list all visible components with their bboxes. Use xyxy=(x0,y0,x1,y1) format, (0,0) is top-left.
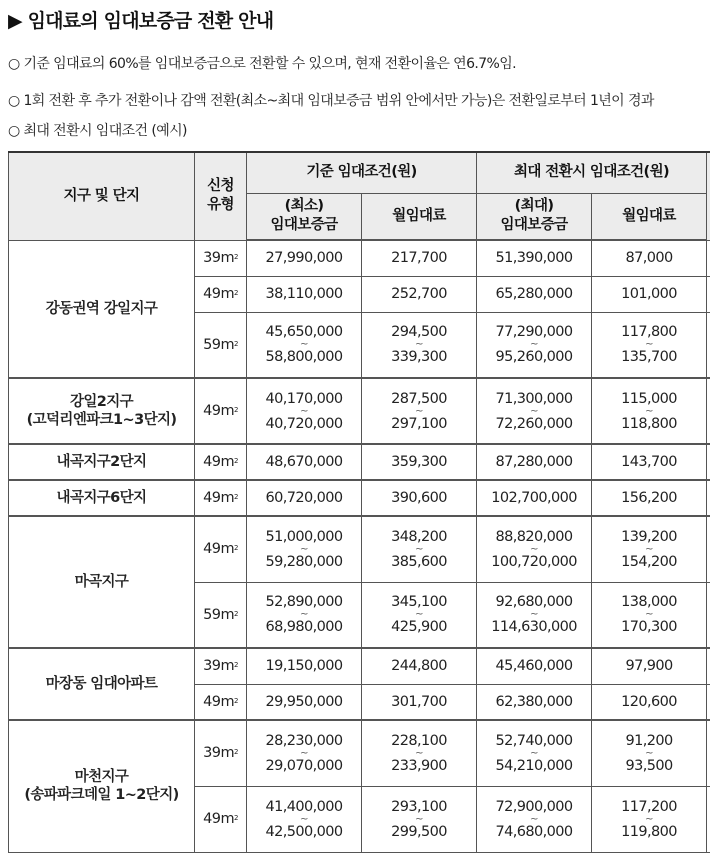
base-rent-cell xyxy=(362,582,477,648)
value-min: 138,000 xyxy=(621,594,677,611)
section-title: ▶ 임대료의 임대보증금 전환 안내 xyxy=(8,10,274,32)
range-tilde: ~ xyxy=(300,609,308,621)
value-min: 244,800 xyxy=(391,658,447,675)
area-value: 49 xyxy=(203,693,221,710)
range-tilde: ~ xyxy=(530,339,538,351)
area-value: 59 xyxy=(203,606,221,623)
area-value: 59 xyxy=(203,336,221,353)
district-subname: (고덕리엔파크1~3단지) xyxy=(26,412,177,428)
value-min: 19,150,000 xyxy=(265,658,343,675)
area-value: 49 xyxy=(203,811,221,827)
value-min: 156,200 xyxy=(621,490,677,506)
value-min: 117,800 xyxy=(621,324,677,341)
max-rent-cell xyxy=(592,516,707,582)
area-value: 49 xyxy=(203,490,221,506)
district-name: 내곡지구6단지 xyxy=(56,490,147,506)
base-rent-cell xyxy=(362,720,477,786)
extra-cell xyxy=(707,516,710,582)
area-value: 39 xyxy=(203,658,221,675)
value-max: 135,700 xyxy=(621,349,677,366)
value-max: 119,800 xyxy=(621,823,677,840)
area-unit: m xyxy=(220,811,234,827)
value-min: 97,900 xyxy=(625,658,673,675)
square-superscript: 2 xyxy=(233,339,238,348)
value-min: 348,200 xyxy=(391,528,447,545)
district-cell xyxy=(9,720,195,852)
value-max: 339,300 xyxy=(391,349,447,366)
extra-cell xyxy=(707,312,710,378)
note-example-heading: ○ 최대 전환시 임대조건 (예시) xyxy=(8,123,187,139)
square-superscript: 2 xyxy=(233,406,238,414)
value-max: 29,070,000 xyxy=(265,757,343,774)
value-max: 385,600 xyxy=(391,553,447,570)
area-cell xyxy=(195,786,247,852)
base-deposit-cell xyxy=(247,444,362,480)
square-superscript: 2 xyxy=(233,253,238,261)
value-min: 45,650,000 xyxy=(265,324,343,341)
base-deposit-cell xyxy=(247,582,362,648)
area-cell xyxy=(195,648,247,684)
value-max: 233,900 xyxy=(391,757,447,774)
table-row xyxy=(9,480,710,516)
table-row xyxy=(9,444,710,480)
value-max: 297,100 xyxy=(391,415,447,432)
header-base-deposit-l2: 임대보증금 xyxy=(270,217,338,234)
square-superscript: 2 xyxy=(233,609,238,618)
value-min: 48,670,000 xyxy=(265,454,343,470)
area-cell xyxy=(195,378,247,444)
value-min: 252,700 xyxy=(391,286,447,302)
district-name: 마장동 임대아파트 xyxy=(45,676,158,692)
max-deposit-cell xyxy=(477,582,592,648)
extra-cell xyxy=(707,444,710,480)
value-min: 40,170,000 xyxy=(265,390,343,407)
district-name: 강동권역 강일지구 xyxy=(45,300,158,317)
max-deposit-cell xyxy=(477,516,592,582)
value-min: 390,600 xyxy=(391,490,447,506)
max-rent-cell xyxy=(592,720,707,786)
value-max: 74,680,000 xyxy=(495,823,573,840)
base-deposit-cell xyxy=(247,720,362,786)
square-superscript: 2 xyxy=(233,289,238,297)
square-superscript: 2 xyxy=(233,493,238,501)
max-rent-cell xyxy=(592,276,707,312)
value-max: 72,260,000 xyxy=(495,415,573,432)
value-min: 101,000 xyxy=(621,286,677,302)
district-name: 강일2지구 xyxy=(69,394,134,410)
max-deposit-cell xyxy=(477,378,592,444)
base-rent-cell xyxy=(362,312,477,378)
value-max: 95,260,000 xyxy=(495,349,573,366)
district-name: 내곡지구2단지 xyxy=(56,454,147,470)
base-rent-cell xyxy=(362,240,477,276)
value-min: 41,400,000 xyxy=(265,798,343,815)
value-min: 228,100 xyxy=(391,732,447,749)
area-unit: m xyxy=(220,693,234,710)
range-tilde: ~ xyxy=(645,405,653,417)
header-max-deposit xyxy=(477,193,592,240)
extra-cell xyxy=(707,276,710,312)
base-rent-cell xyxy=(362,444,477,480)
value-max: 114,630,000 xyxy=(491,619,577,636)
value-min: 65,280,000 xyxy=(495,286,573,302)
base-rent-cell xyxy=(362,648,477,684)
header-max-deposit-l1: (최대) xyxy=(514,198,554,215)
value-min: 51,000,000 xyxy=(265,528,343,545)
value-min: 217,700 xyxy=(391,250,447,267)
value-min: 87,280,000 xyxy=(495,454,573,470)
base-deposit-cell xyxy=(247,480,362,516)
value-max: 58,800,000 xyxy=(265,349,343,366)
range-tilde: ~ xyxy=(530,405,538,417)
extra-cell xyxy=(707,240,710,276)
max-rent-cell xyxy=(592,240,707,276)
square-superscript: 2 xyxy=(233,748,238,757)
area-unit: m xyxy=(220,745,234,762)
range-tilde: ~ xyxy=(415,813,423,825)
header-type-label: 신청 유형 xyxy=(207,178,234,214)
header-base-deposit-l1: (최소) xyxy=(284,198,324,215)
extra-cell xyxy=(707,480,710,516)
base-rent-cell xyxy=(362,480,477,516)
value-min: 359,300 xyxy=(391,454,447,470)
value-max: 170,300 xyxy=(621,619,677,636)
value-max: 40,720,000 xyxy=(265,415,343,432)
district-cell xyxy=(9,480,195,516)
max-deposit-cell xyxy=(477,240,592,276)
header-base-deposit xyxy=(247,193,362,240)
max-rent-cell xyxy=(592,312,707,378)
extra-cell xyxy=(707,582,710,648)
range-tilde: ~ xyxy=(530,609,538,621)
range-tilde: ~ xyxy=(645,339,653,351)
value-min: 287,500 xyxy=(391,390,447,407)
header-max-rent: 월임대료 xyxy=(592,193,707,240)
header-base-rent: 월임대료 xyxy=(362,193,477,240)
area-value: 39 xyxy=(203,745,221,762)
value-min: 60,720,000 xyxy=(265,490,343,506)
value-max: 299,500 xyxy=(391,823,447,840)
area-cell xyxy=(195,582,247,648)
value-min: 52,740,000 xyxy=(495,732,573,749)
value-max: 42,500,000 xyxy=(265,823,343,840)
district-cell xyxy=(9,378,195,444)
base-deposit-cell xyxy=(247,516,362,582)
value-min: 345,100 xyxy=(391,594,447,611)
base-rent-cell xyxy=(362,378,477,444)
table-row xyxy=(9,648,710,684)
area-cell xyxy=(195,480,247,516)
square-superscript: 2 xyxy=(233,544,238,553)
max-deposit-cell xyxy=(477,276,592,312)
value-min: 52,890,000 xyxy=(265,594,343,611)
extra-cell xyxy=(707,648,710,684)
value-min: 88,820,000 xyxy=(495,528,573,545)
extra-cell xyxy=(707,684,710,720)
area-cell xyxy=(195,516,247,582)
area-unit: m xyxy=(220,403,234,419)
area-unit: m xyxy=(220,336,234,353)
district-cell xyxy=(9,516,195,648)
note-additional-conversion: ○ 1회 전환 후 추가 전환이나 감액 전환(최소~최대 임대보증금 범위 안에서만 가능)은 전환일로부터 1년이 경과 xyxy=(8,93,654,109)
range-tilde: ~ xyxy=(300,405,308,417)
district-subname: (송파파크데일 1~2단지) xyxy=(24,787,179,804)
value-min: 27,990,000 xyxy=(265,250,343,267)
header-type xyxy=(195,152,247,240)
header-extra xyxy=(707,152,710,240)
district-cell xyxy=(9,648,195,720)
area-unit: m xyxy=(220,658,234,675)
rent-conversion-table xyxy=(8,151,710,853)
range-tilde: ~ xyxy=(415,747,423,759)
value-min: 92,680,000 xyxy=(495,594,573,611)
extra-cell xyxy=(707,786,710,852)
extra-cell xyxy=(707,720,710,786)
range-tilde: ~ xyxy=(530,813,538,825)
range-tilde: ~ xyxy=(300,747,308,759)
value-min: 301,700 xyxy=(391,693,447,710)
value-max: 54,210,000 xyxy=(495,757,573,774)
district-cell xyxy=(9,444,195,480)
table-row xyxy=(9,240,710,276)
area-unit: m xyxy=(220,490,234,506)
range-tilde: ~ xyxy=(645,747,653,759)
value-min: 91,200 xyxy=(625,732,673,749)
area-value: 49 xyxy=(203,541,221,558)
table-row xyxy=(9,516,710,582)
base-deposit-cell xyxy=(247,240,362,276)
value-min: 29,950,000 xyxy=(265,693,343,710)
area-cell xyxy=(195,684,247,720)
value-max: 59,280,000 xyxy=(265,553,343,570)
area-cell xyxy=(195,720,247,786)
header-max-deposit-l2: 임대보증금 xyxy=(500,217,568,234)
district-cell xyxy=(9,240,195,378)
value-min: 139,200 xyxy=(621,528,677,545)
max-deposit-cell xyxy=(477,648,592,684)
area-value: 39 xyxy=(203,250,221,266)
value-min: 143,700 xyxy=(621,454,677,470)
area-unit: m xyxy=(220,606,234,623)
value-min: 293,100 xyxy=(391,798,447,815)
base-deposit-cell xyxy=(247,312,362,378)
area-value: 49 xyxy=(203,454,221,470)
value-min: 72,900,000 xyxy=(495,798,573,815)
header-district: 지구 및 단지 xyxy=(9,152,195,240)
header-base-group: 기준 임대조건(원) xyxy=(247,152,477,193)
square-superscript: 2 xyxy=(233,661,238,670)
square-superscript: 2 xyxy=(233,696,238,705)
max-deposit-cell xyxy=(477,720,592,786)
value-max: 93,500 xyxy=(625,757,673,774)
range-tilde: ~ xyxy=(300,543,308,555)
range-tilde: ~ xyxy=(415,339,423,351)
max-deposit-cell xyxy=(477,444,592,480)
area-unit: m xyxy=(220,250,234,266)
base-deposit-cell xyxy=(247,786,362,852)
area-cell xyxy=(195,444,247,480)
value-min: 28,230,000 xyxy=(265,732,343,749)
range-tilde: ~ xyxy=(645,543,653,555)
value-min: 38,110,000 xyxy=(265,286,343,302)
base-rent-cell xyxy=(362,684,477,720)
base-rent-cell xyxy=(362,786,477,852)
base-deposit-cell xyxy=(247,276,362,312)
max-rent-cell xyxy=(592,444,707,480)
table-row xyxy=(9,378,710,444)
area-cell xyxy=(195,276,247,312)
district-name: 마천지구 xyxy=(74,769,129,786)
value-min: 115,000 xyxy=(621,390,677,407)
table-body xyxy=(9,240,710,852)
value-max: 154,200 xyxy=(621,553,677,570)
base-deposit-cell xyxy=(247,648,362,684)
value-min: 71,300,000 xyxy=(495,390,573,407)
value-min: 87,000 xyxy=(625,250,673,267)
value-max: 68,980,000 xyxy=(265,619,343,636)
area-unit: m xyxy=(220,286,234,302)
value-max: 425,900 xyxy=(391,619,447,636)
value-min: 77,290,000 xyxy=(495,324,573,341)
max-deposit-cell xyxy=(477,312,592,378)
area-cell xyxy=(195,240,247,276)
value-min: 102,700,000 xyxy=(491,490,577,506)
range-tilde: ~ xyxy=(530,747,538,759)
extra-cell xyxy=(707,378,710,444)
max-rent-cell xyxy=(592,786,707,852)
base-deposit-cell xyxy=(247,684,362,720)
base-deposit-cell xyxy=(247,378,362,444)
max-deposit-cell xyxy=(477,684,592,720)
range-tilde: ~ xyxy=(645,609,653,621)
value-min: 117,200 xyxy=(621,798,677,815)
area-unit: m xyxy=(220,454,234,470)
area-value: 49 xyxy=(203,403,221,419)
base-rent-cell xyxy=(362,276,477,312)
max-rent-cell xyxy=(592,684,707,720)
value-min: 120,600 xyxy=(621,693,677,710)
range-tilde: ~ xyxy=(530,543,538,555)
area-cell xyxy=(195,312,247,378)
range-tilde: ~ xyxy=(645,813,653,825)
square-superscript: 2 xyxy=(233,457,238,465)
note-conversion-rate: ○ 기준 임대료의 60%를 임대보증금으로 전환할 수 있으며, 현재 전환이율은 연6.7%임. xyxy=(8,56,517,72)
range-tilde: ~ xyxy=(300,339,308,351)
max-rent-cell xyxy=(592,582,707,648)
range-tilde: ~ xyxy=(415,543,423,555)
value-max: 118,800 xyxy=(621,415,677,432)
max-deposit-cell xyxy=(477,786,592,852)
header-max-group: 최대 전환시 임대조건(원) xyxy=(477,152,707,193)
area-unit: m xyxy=(220,541,234,558)
range-tilde: ~ xyxy=(300,813,308,825)
table-row xyxy=(9,720,710,786)
value-min: 51,390,000 xyxy=(495,250,573,267)
area-value: 49 xyxy=(203,286,221,302)
max-rent-cell xyxy=(592,480,707,516)
max-rent-cell xyxy=(592,648,707,684)
range-tilde: ~ xyxy=(415,405,423,417)
value-min: 294,500 xyxy=(391,324,447,341)
value-max: 100,720,000 xyxy=(491,553,577,570)
base-rent-cell xyxy=(362,516,477,582)
value-min: 62,380,000 xyxy=(495,693,573,710)
square-superscript: 2 xyxy=(233,814,238,822)
value-min: 45,460,000 xyxy=(495,658,573,675)
max-rent-cell xyxy=(592,378,707,444)
district-name: 마곡지구 xyxy=(74,574,129,590)
max-deposit-cell xyxy=(477,480,592,516)
range-tilde: ~ xyxy=(415,609,423,621)
